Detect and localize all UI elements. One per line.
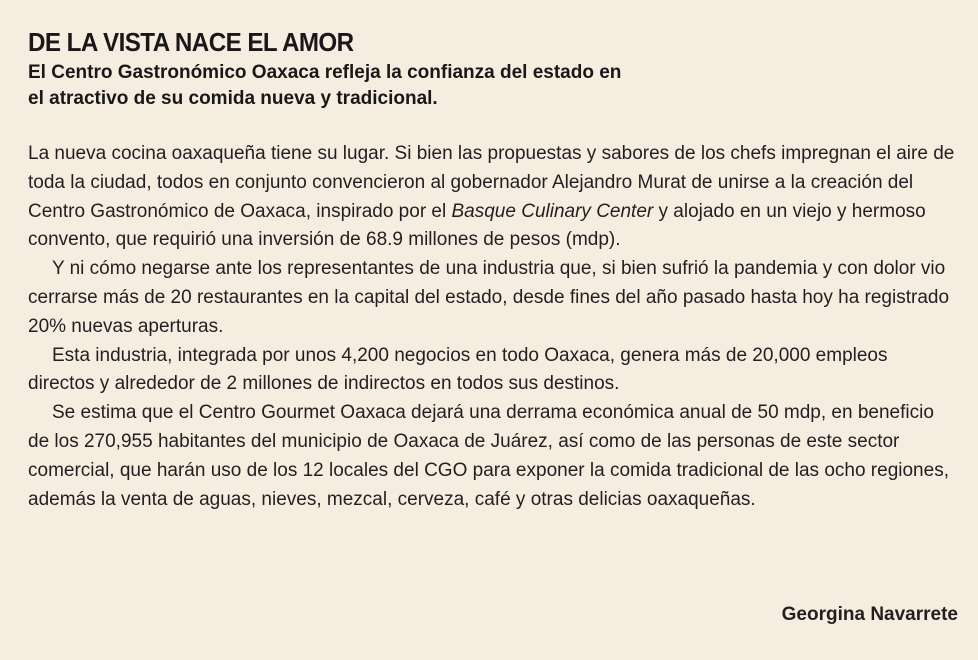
paragraph-1-text-after: y alojado en un viejo y hermoso convento, que requirió una inversión de 68.9 millones de pesos (mdp). [28, 200, 926, 251]
paragraph-1-text-before: La nueva cocina oaxaqueña tiene su lugar. Si bien las propuestas y sabores de los chefs impregnan el aire de toda la ciudad, todos en conjunto convencieron al gobernador Alejandro Murat de unirse a la creación del Centro Gastronómico de Oaxaca, inspirado por el [28, 143, 955, 222]
subhead: El Centro Gastronómico Oaxaca refleja la confianza del estado en el atractivo de su comida nueva y tradicional. [28, 62, 622, 109]
paragraph-2: Y ni cómo negarse ante los representantes de una industria que, si bien sufrió la pandemia y con dolor vio cerrarse más de 20 restaurantes en la capital del estado, desde fines del año pasado hasta hoy ha registrado 20% nuevas aperturas. [28, 258, 950, 337]
paragraph-4: Se estima que el Centro Gourmet Oaxaca dejará una derrama económica anual de 50 mdp, en beneficio de los 270,955 habitantes del municipio de Oaxaca de Juárez, así como de las personas de este sector comercial, que harán uso de los 12 locales del CGO para exponer la comida tradicional de las ocho regiones, además la venta de aguas, nieves, mezcal, cerveza, café y otras delicias oaxaqueñas. [28, 402, 949, 510]
article [28, 26, 958, 646]
paragraph-1 [28, 140, 958, 255]
article-body [28, 140, 958, 514]
paragraph-3: Esta industria, integrada por unos 4,200 negocios en todo Oaxaca, genera más de 20,000 empleos directos y alrededor de 2 millones de indirectos en todos sus destinos. [28, 344, 888, 395]
byline-author: Georgina Navarrete [781, 604, 958, 625]
paragraph-1-italic-title: Basque Culinary Center [451, 200, 654, 222]
headline: DE LA VISTA NACE EL AMOR [28, 27, 354, 57]
